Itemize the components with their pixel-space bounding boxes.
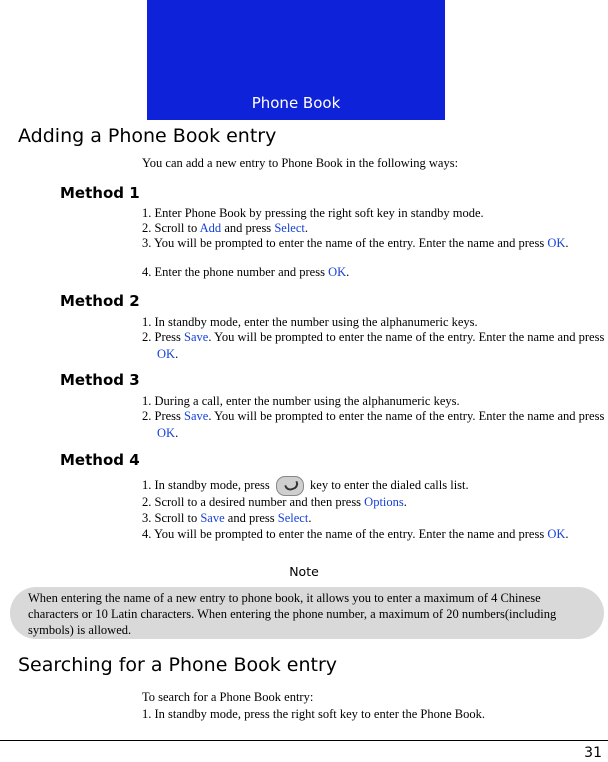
method-3-heading: Method 3 (60, 371, 140, 389)
section-intro-searching: To search for a Phone Book entry: (142, 690, 314, 704)
select-softkey-text: Select (277, 511, 309, 525)
method-1-step-2: 2. Scroll to Add and press Select. (142, 221, 308, 235)
footer-divider (0, 740, 608, 741)
save-option-text: Save (200, 511, 225, 525)
ok-softkey-text: OK (547, 527, 566, 541)
save-option-text: Save (184, 330, 209, 344)
method-2-step-2: 2. Press Save. You will be prompted to enter the name of the entry. Enter the name and press OK. (142, 330, 605, 361)
method-1-step-4: 4. Enter the phone number and press OK. (142, 265, 350, 279)
banner-title: Phone Book (251, 94, 341, 112)
page-number: 31 (584, 745, 602, 761)
method-2-heading: Method 2 (60, 292, 140, 310)
note-text: When entering the name of a new entry to phone book, it allows you to enter a maximum of 4 Chinese characters or 10 Latin characters. When entering the phone number, a maximum of 20 numbers(including symbols) is allowed. (28, 591, 557, 637)
method-3-step-2: 2. Press Save. You will be prompted to enter the name of the entry. Enter the name and press OK. (142, 409, 605, 440)
note-title: Note (289, 564, 319, 579)
method-2-step-1: 1. In standby mode, enter the number using the alphanumeric keys. (142, 315, 478, 329)
ok-softkey-text: OK (547, 236, 566, 250)
section-heading-searching: Searching for a Phone Book entry (18, 654, 338, 676)
add-option-text: Add (199, 221, 222, 235)
method-4-step-1: 1. In standby mode, press key to enter the dialed calls list. (142, 476, 606, 496)
save-option-text: Save (184, 409, 209, 423)
searching-step-1: 1. In standby mode, press the right soft key to enter the Phone Book. (142, 707, 485, 721)
header-banner (147, 0, 445, 120)
section-heading-adding: Adding a Phone Book entry (18, 125, 277, 147)
method-3-step-1: 1. During a call, enter the number using the alphanumeric keys. (142, 394, 460, 408)
ok-softkey-text: OK (157, 347, 176, 361)
options-softkey-text: Options (364, 495, 404, 509)
method-4-heading: Method 4 (60, 451, 140, 469)
method-4-step-4: 4. You will be prompted to enter the name of the entry. Enter the name and press OK. (142, 527, 569, 541)
method-1-heading: Method 1 (60, 184, 140, 202)
select-softkey-text: Select (274, 221, 305, 235)
send-call-key-icon (276, 476, 304, 496)
method-1-step-1: 1. Enter Phone Book by pressing the right soft key in standby mode. (142, 206, 484, 220)
method-4-step-2: 2. Scroll to a desired number and then press Options. (142, 495, 407, 509)
ok-softkey-text: OK (328, 265, 347, 279)
ok-softkey-text: OK (157, 426, 176, 440)
method-4-step-3: 3. Scroll to Save and press Select. (142, 511, 312, 525)
section-intro-adding: You can add a new entry to Phone Book in the following ways: (142, 156, 459, 170)
method-1-step-3: 3. You will be prompted to enter the name of the entry. Enter the name and press OK. (142, 236, 569, 250)
